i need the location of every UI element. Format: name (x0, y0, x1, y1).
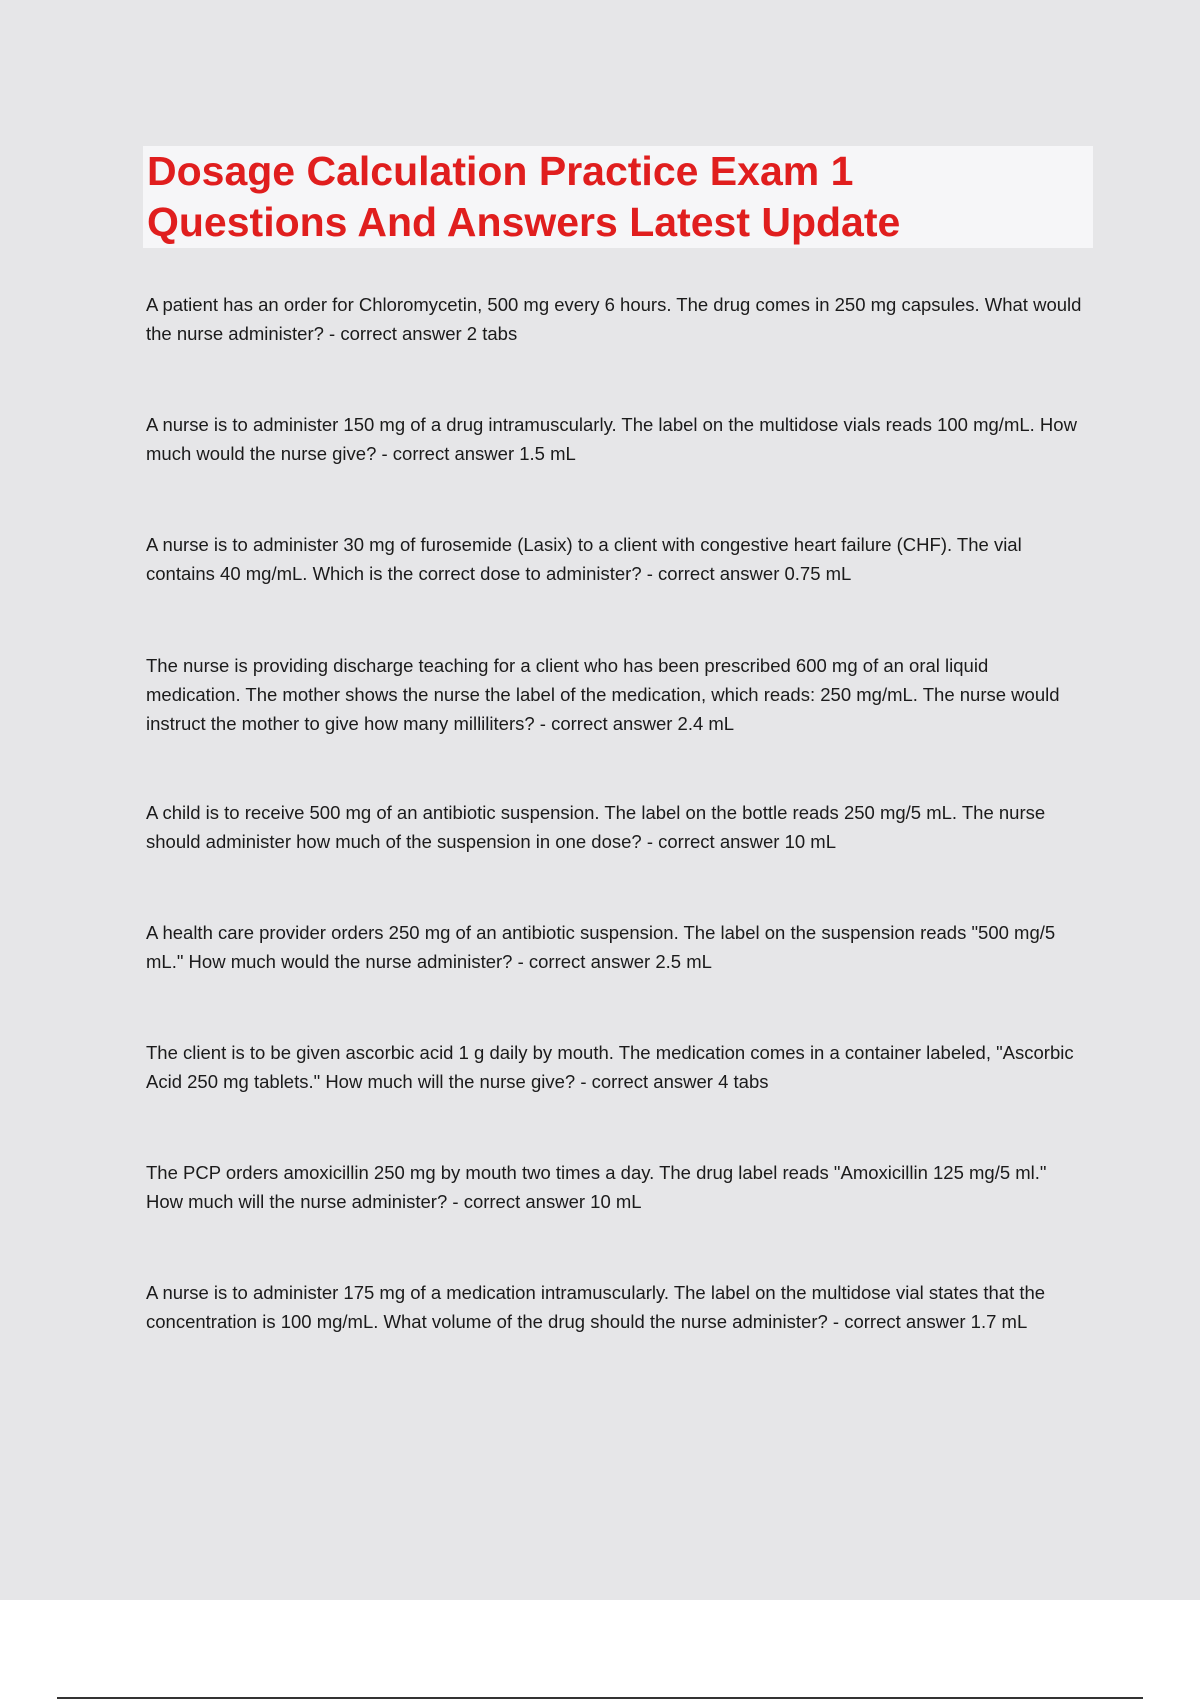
question-item: The client is to be given ascorbic acid 1 g daily by mouth. The medication comes in a container labeled, "Ascorbic Acid 250 mg tablets." How much will the nurse give? - correct answer 4 tabs (146, 1042, 1074, 1092)
title-line-1: Dosage Calculation Practice Exam 1 (147, 148, 854, 194)
question-item: The PCP orders amoxicillin 250 mg by mouth two times a day. The drug label reads "Amoxicillin 125 mg/5 ml." How much will the nurse administer? - correct answer 10 mL (146, 1162, 1047, 1212)
title-line-2: Questions And Answers Latest Update (147, 199, 901, 245)
question-item: A nurse is to administer 150 mg of a drug intramuscularly. The label on the multidose vials reads 100 mg/mL. How much would the nurse give? - correct answer 1.5 mL (146, 414, 1077, 464)
question-item: A patient has an order for Chloromycetin, 500 mg every 6 hours. The drug comes in 250 mg capsules. What would the nurse administer? - correct answer 2 tabs (146, 294, 1082, 344)
question-item: A child is to receive 500 mg of an antibiotic suspension. The label on the bottle reads 250 mg/5 mL. The nurse should administer how much of the suspension in one dose? - correct answer 10 mL (146, 802, 1046, 852)
question-item: A health care provider orders 250 mg of an antibiotic suspension. The label on the suspension reads "500 mg/5 mL." How much would the nurse administer? - correct answer 2.5 mL (146, 922, 1056, 972)
question-item: The nurse is providing discharge teaching for a client who has been prescribed 600 mg of an oral liquid medication. The mother shows the nurse the label of the medication, which reads: 250 mg/mL. The nurse would instruct the mother to give how many milliliters? - correct answer 2.4 mL (146, 655, 1060, 734)
footer-divider (57, 1697, 1143, 1699)
question-item: A nurse is to administer 30 mg of furosemide (Lasix) to a client with congestive heart failure (CHF). The vial contains 40 mg/mL. Which is the correct dose to administer? - correct answer 0.75 mL (146, 534, 1022, 584)
question-item: A nurse is to administer 175 mg of a medication intramuscularly. The label on the multidose vial states that the concentration is 100 mg/mL. What volume of the drug should the nurse administer? - correct answer 1.7 mL (146, 1282, 1046, 1332)
title-box (143, 146, 1093, 248)
